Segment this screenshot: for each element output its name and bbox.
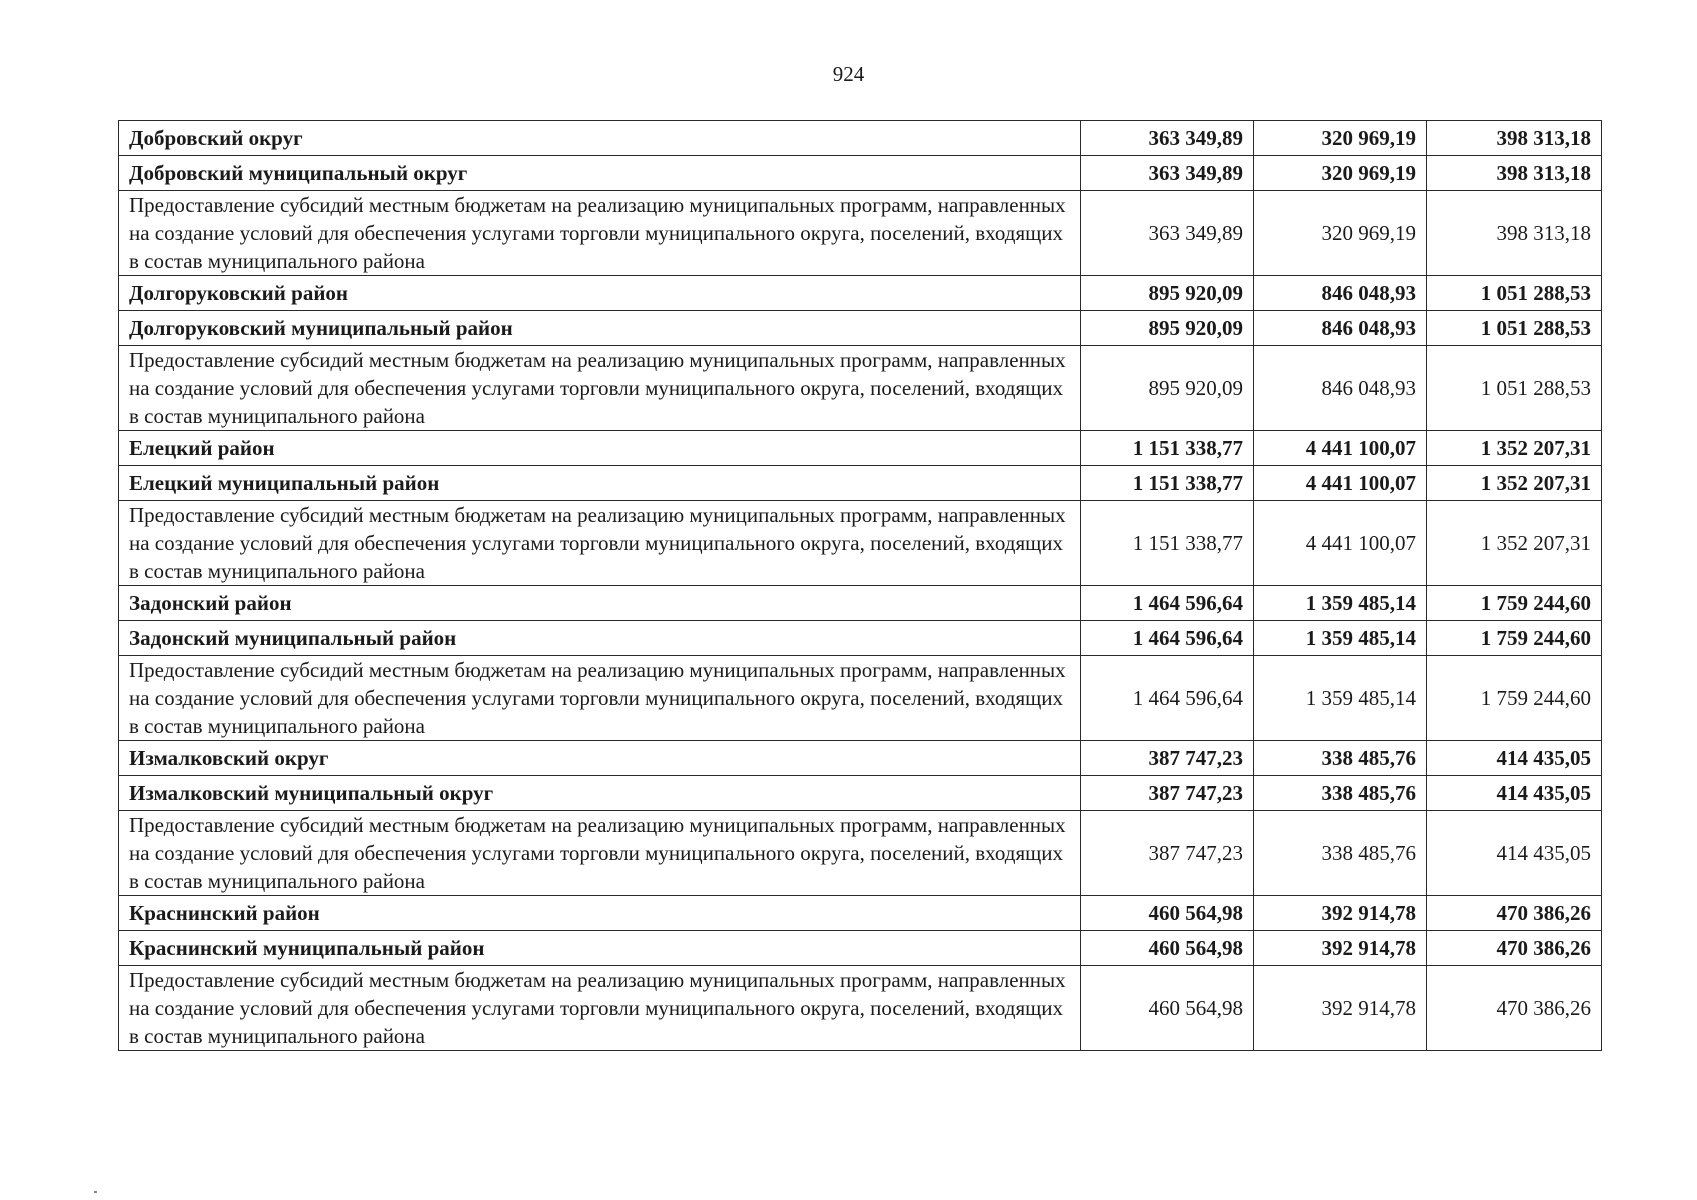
- value-col-3: 414 435,05: [1427, 811, 1602, 896]
- row-description: Предоставление субсидий местным бюджетам на реализацию муниципальных программ, направленных на создание условий для обеспечения услугами торговли муниципального округа, поселений, входящих в состав муниципального района: [119, 191, 1081, 276]
- value-col-3: 470 386,26: [1427, 931, 1602, 966]
- value-col-2: 1 359 485,14: [1254, 586, 1427, 621]
- table-row: [119, 501, 1602, 586]
- value-col-1: 387 747,23: [1081, 811, 1254, 896]
- value-col-3: 1 759 244,60: [1427, 621, 1602, 656]
- row-description: Предоставление субсидий местным бюджетам на реализацию муниципальных программ, направленных на создание условий для обеспечения услугами торговли муниципального округа, поселений, входящих в состав муниципального района: [119, 501, 1081, 586]
- table-row: [119, 121, 1602, 156]
- value-col-3: 398 313,18: [1427, 191, 1602, 276]
- value-col-3: 1 759 244,60: [1427, 586, 1602, 621]
- value-col-1: 1 464 596,64: [1081, 586, 1254, 621]
- value-col-3: 398 313,18: [1427, 156, 1602, 191]
- value-col-2: 1 359 485,14: [1254, 656, 1427, 741]
- table-row: [119, 311, 1602, 346]
- table-row: [119, 621, 1602, 656]
- value-col-1: 1 151 338,77: [1081, 431, 1254, 466]
- value-col-3: 414 435,05: [1427, 776, 1602, 811]
- table-row: [119, 656, 1602, 741]
- table-row: [119, 276, 1602, 311]
- value-col-3: 1 051 288,53: [1427, 311, 1602, 346]
- value-col-2: 4 441 100,07: [1254, 466, 1427, 501]
- page-number: 924: [832, 62, 865, 86]
- value-col-2: 338 485,76: [1254, 741, 1427, 776]
- table-row: [119, 741, 1602, 776]
- table-row: [119, 431, 1602, 466]
- table-row: [119, 191, 1602, 276]
- row-name: Задонский район: [119, 586, 1081, 621]
- table-row: [119, 466, 1602, 501]
- table-row: [119, 931, 1602, 966]
- table-row: [119, 896, 1602, 931]
- value-col-1: 1 464 596,64: [1081, 656, 1254, 741]
- row-name: Измалковский муниципальный округ: [119, 776, 1081, 811]
- value-col-1: 1 151 338,77: [1081, 501, 1254, 586]
- budget-table: [118, 120, 1602, 1051]
- row-name: Елецкий муниципальный район: [119, 466, 1081, 501]
- value-col-3: 1 352 207,31: [1427, 466, 1602, 501]
- value-col-1: 363 349,89: [1081, 156, 1254, 191]
- row-name: Добровский округ: [119, 121, 1081, 156]
- value-col-1: 895 920,09: [1081, 311, 1254, 346]
- scan-speck: [94, 1191, 97, 1193]
- row-name: Краснинский район: [119, 896, 1081, 931]
- value-col-3: 1 051 288,53: [1427, 346, 1602, 431]
- table-row: [119, 346, 1602, 431]
- value-col-2: 320 969,19: [1254, 156, 1427, 191]
- value-col-1: 460 564,98: [1081, 931, 1254, 966]
- value-col-1: 387 747,23: [1081, 741, 1254, 776]
- table-row: [119, 811, 1602, 896]
- value-col-2: 846 048,93: [1254, 276, 1427, 311]
- value-col-3: 1 051 288,53: [1427, 276, 1602, 311]
- budget-table-body: [119, 121, 1602, 1051]
- value-col-3: 398 313,18: [1427, 121, 1602, 156]
- value-col-2: 846 048,93: [1254, 311, 1427, 346]
- value-col-1: 363 349,89: [1081, 121, 1254, 156]
- value-col-2: 338 485,76: [1254, 811, 1427, 896]
- row-name: Краснинский муниципальный район: [119, 931, 1081, 966]
- row-name: Измалковский округ: [119, 741, 1081, 776]
- row-name: Задонский муниципальный район: [119, 621, 1081, 656]
- table-row: [119, 776, 1602, 811]
- value-col-2: 846 048,93: [1254, 346, 1427, 431]
- value-col-1: 460 564,98: [1081, 966, 1254, 1051]
- row-name: Долгоруковский район: [119, 276, 1081, 311]
- row-description: Предоставление субсидий местным бюджетам на реализацию муниципальных программ, направленных на создание условий для обеспечения услугами торговли муниципального округа, поселений, входящих в состав муниципального района: [119, 811, 1081, 896]
- row-name: Долгоруковский муниципальный район: [119, 311, 1081, 346]
- value-col-2: 392 914,78: [1254, 966, 1427, 1051]
- table-row: [119, 586, 1602, 621]
- table-row: [119, 966, 1602, 1051]
- value-col-1: 895 920,09: [1081, 346, 1254, 431]
- row-description: Предоставление субсидий местным бюджетам на реализацию муниципальных программ, направленных на создание условий для обеспечения услугами торговли муниципального округа, поселений, входящих в состав муниципального района: [119, 346, 1081, 431]
- value-col-1: 387 747,23: [1081, 776, 1254, 811]
- value-col-2: 338 485,76: [1254, 776, 1427, 811]
- value-col-2: 320 969,19: [1254, 121, 1427, 156]
- value-col-2: 4 441 100,07: [1254, 501, 1427, 586]
- row-description: Предоставление субсидий местным бюджетам на реализацию муниципальных программ, направленных на создание условий для обеспечения услугами торговли муниципального округа, поселений, входящих в состав муниципального района: [119, 966, 1081, 1051]
- value-col-1: 1 151 338,77: [1081, 466, 1254, 501]
- row-name: Елецкий район: [119, 431, 1081, 466]
- value-col-2: 4 441 100,07: [1254, 431, 1427, 466]
- value-col-3: 414 435,05: [1427, 741, 1602, 776]
- row-description: Предоставление субсидий местным бюджетам на реализацию муниципальных программ, направленных на создание условий для обеспечения услугами торговли муниципального округа, поселений, входящих в состав муниципального района: [119, 656, 1081, 741]
- table-row: [119, 156, 1602, 191]
- value-col-2: 392 914,78: [1254, 896, 1427, 931]
- value-col-1: 1 464 596,64: [1081, 621, 1254, 656]
- value-col-3: 470 386,26: [1427, 896, 1602, 931]
- value-col-1: 895 920,09: [1081, 276, 1254, 311]
- value-col-3: 1 352 207,31: [1427, 431, 1602, 466]
- value-col-2: 1 359 485,14: [1254, 621, 1427, 656]
- value-col-3: 1 759 244,60: [1427, 656, 1602, 741]
- value-col-3: 470 386,26: [1427, 966, 1602, 1051]
- value-col-2: 392 914,78: [1254, 931, 1427, 966]
- value-col-1: 460 564,98: [1081, 896, 1254, 931]
- row-name: Добровский муниципальный округ: [119, 156, 1081, 191]
- value-col-1: 363 349,89: [1081, 191, 1254, 276]
- value-col-2: 320 969,19: [1254, 191, 1427, 276]
- value-col-3: 1 352 207,31: [1427, 501, 1602, 586]
